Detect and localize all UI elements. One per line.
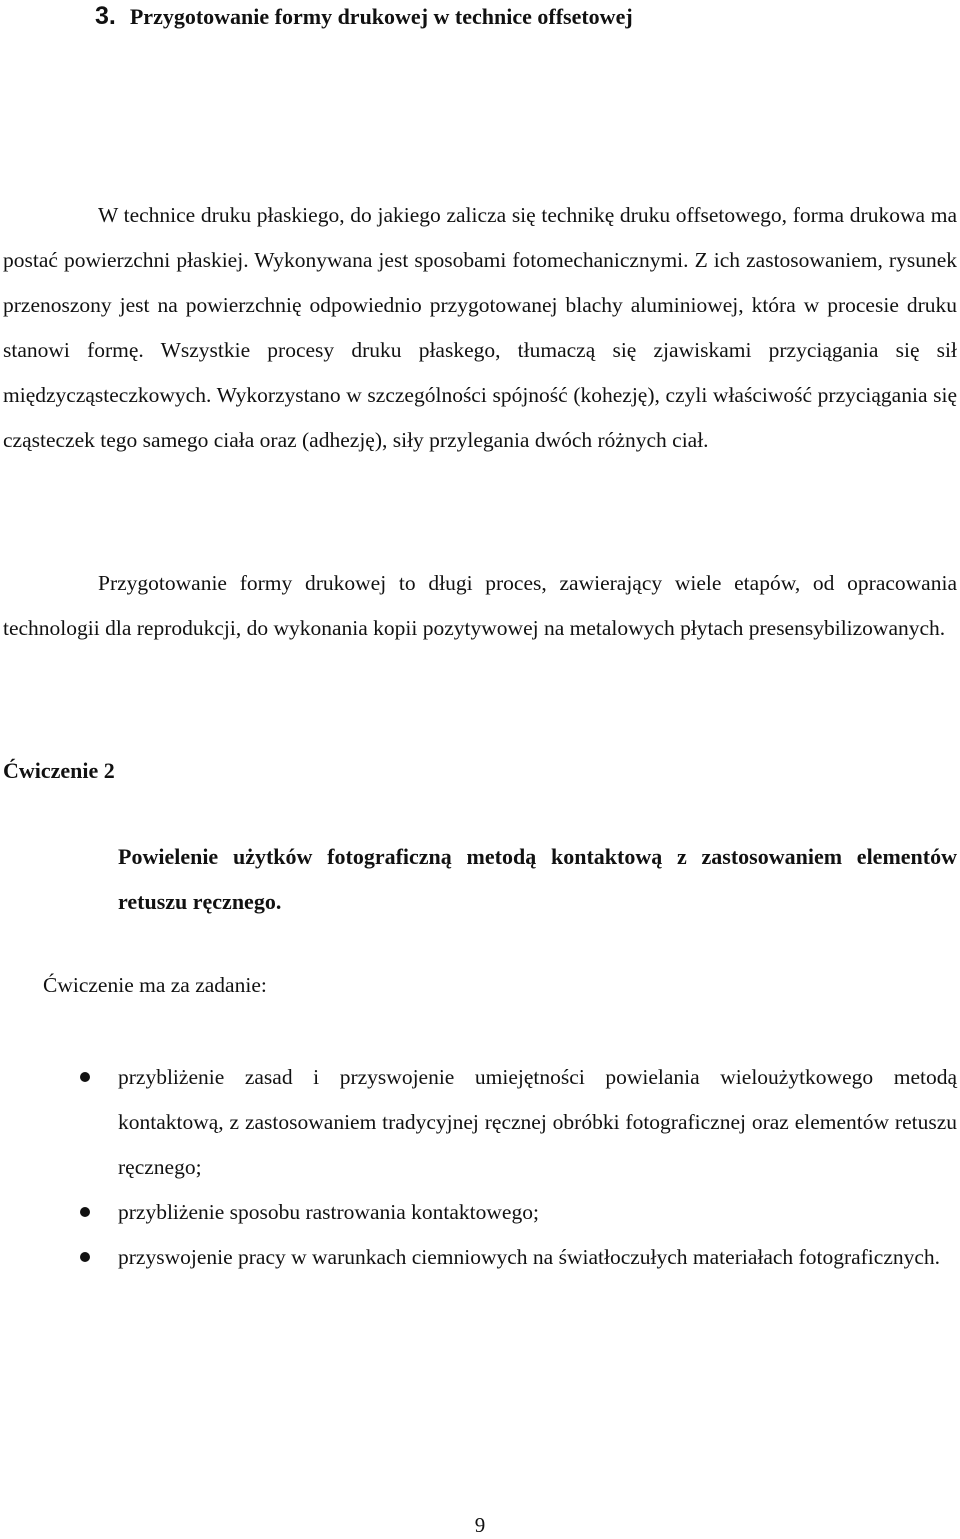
exercise-goals-list <box>0 1055 957 1280</box>
list-item <box>0 1055 957 1190</box>
exercise-heading: Ćwiczenie 2 <box>3 758 115 783</box>
exercise-title: Powielenie użytków fotograficzną metodą kontaktową z zastosowaniem elementów retuszu ręcznego. <box>118 844 957 914</box>
section-title: Przygotowanie formy drukowej w technice offsetowej <box>129 4 633 29</box>
exercise-intro: Ćwiczenie ma za zadanie: <box>43 973 267 997</box>
list-item <box>0 1235 957 1280</box>
bullet-icon <box>80 1207 90 1217</box>
paragraph-offset-intro: W technice druku płaskiego, do jakiego zalicza się technikę druku offsetowego, forma drukowa ma postać powierzchni płaskiej. Wykonywana jest sposobami fotomechanicznymi. Z ich zastosowaniem, rysunek przenoszony jest na powierzchnię odpowiednio przygotowanej blachy aluminiowej, która w procesie druku stanowi formę. Wszystkie procesy druku płaskego, tłumaczą się zjawiskami przyciągania się sił międzycząsteczkowych. Wykorzystano w szczególności spójność (kohezję), czyli właściwość przyciągania się cząsteczek tego samego ciała oraz (adhezję), siły przylegania dwóch różnych ciał. <box>3 203 957 452</box>
page-number: 9 <box>474 1513 486 1537</box>
list-item-text: przybliżenie sposobu rastrowania kontaktowego; <box>118 1200 539 1224</box>
paragraph-form-preparation: Przygotowanie formy drukowej to długi proces, zawierający wiele etapów, od opracowania technologii dla reprodukcji, do wykonania kopii pozytywowej na metalowych płytach presensybilizowanych. <box>3 571 957 640</box>
bullet-icon <box>80 1252 90 1262</box>
section-number: 3. <box>95 2 116 30</box>
list-item <box>0 1190 957 1235</box>
bullet-icon <box>80 1072 90 1082</box>
list-item-text: przybliżenie zasad i przyswojenie umiejętności powielania wieloużytkowego metodą kontaktową, z zastosowaniem tradycyjnej ręcznej obróbki fotograficznej oraz elementów retuszu ręcznego; <box>118 1065 957 1179</box>
list-item-text: przyswojenie pracy w warunkach ciemniowych na światłoczułych materiałach fotograficznych. <box>118 1245 941 1269</box>
section-heading <box>95 2 633 31</box>
